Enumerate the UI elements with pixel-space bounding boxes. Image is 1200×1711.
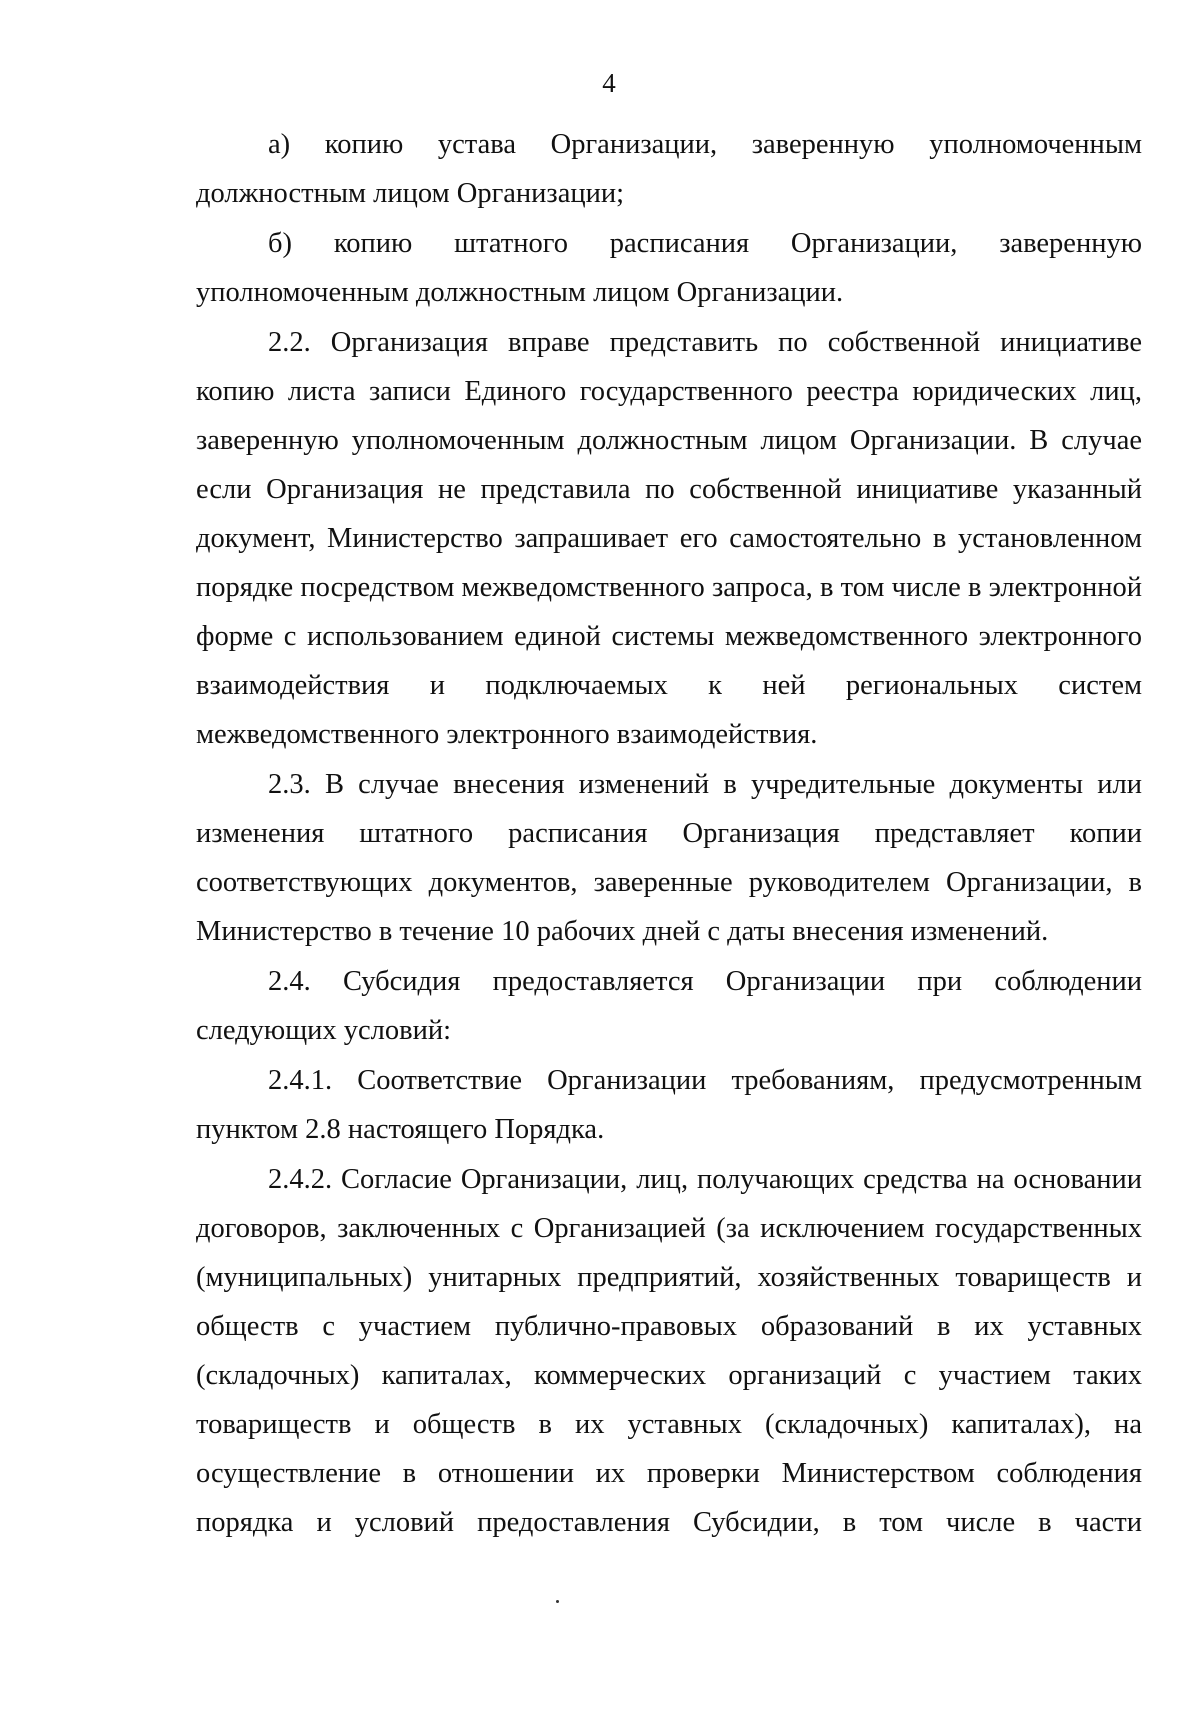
paragraph-2-2: 2.2. Организация вправе представить по собственной инициативе копию листа записи Единого государственного реестра юридических лиц, заверенную уполномоченным должностным лицом Организации. В случае если Организация не представила по собственной инициативе указанный документ, Министерство запрашивает его самостоятельно в установленном порядке посредством межведомственного запроса, в том числе в электронной форме с использованием единой системы межведомственного электронного взаимодействия и подключаемых к ней региональных систем межведомственного электронного взаимодействия. [196,327,1142,750]
paragraph-b-staff-schedule-copy: б) копию штатного расписания Организации, заверенную уполномоченным должностным лицом Организации. [196,228,1142,308]
page-number: 4 [602,68,616,98]
paragraph-2-4: 2.4. Субсидия предоставляется Организации при соблюдении следующих условий: [196,966,1142,1046]
paragraph-2-4-1: 2.4.1. Соответствие Организации требованиям, предусмотренным пунктом 2.8 настоящего Порядка. [196,1065,1142,1145]
paragraph-2-4-2: 2.4.2. Согласие Организации, лиц, получающих средства на основании договоров, заключенных с Организацией (за исключением государственных (муниципальных) унитарных предприятий, хозяйственных товариществ и обществ с участием публично-правовых образований в их уставных (складочных) капиталах, коммерческих организаций с участием таких товариществ и обществ в их уставных (складочных) капиталах), на осуществление в отношении их проверки Министерством соблюдения порядка и условий предоставления Субсидии, в том числе в части [196,1164,1142,1538]
paragraph-a-charter-copy: а) копию устава Организации, заверенную уполномоченным должностным лицом Организации; [196,129,1142,209]
scan-speck [556,1600,559,1603]
document-body [196,120,1142,1548]
paragraph-2-3: 2.3. В случае внесения изменений в учредительные документы или изменения штатного расписания Организация представляет копии соответствующих документов, заверенные руководителем Организации, в Министерство в течение 10 рабочих дней с даты внесения изменений. [196,769,1142,947]
